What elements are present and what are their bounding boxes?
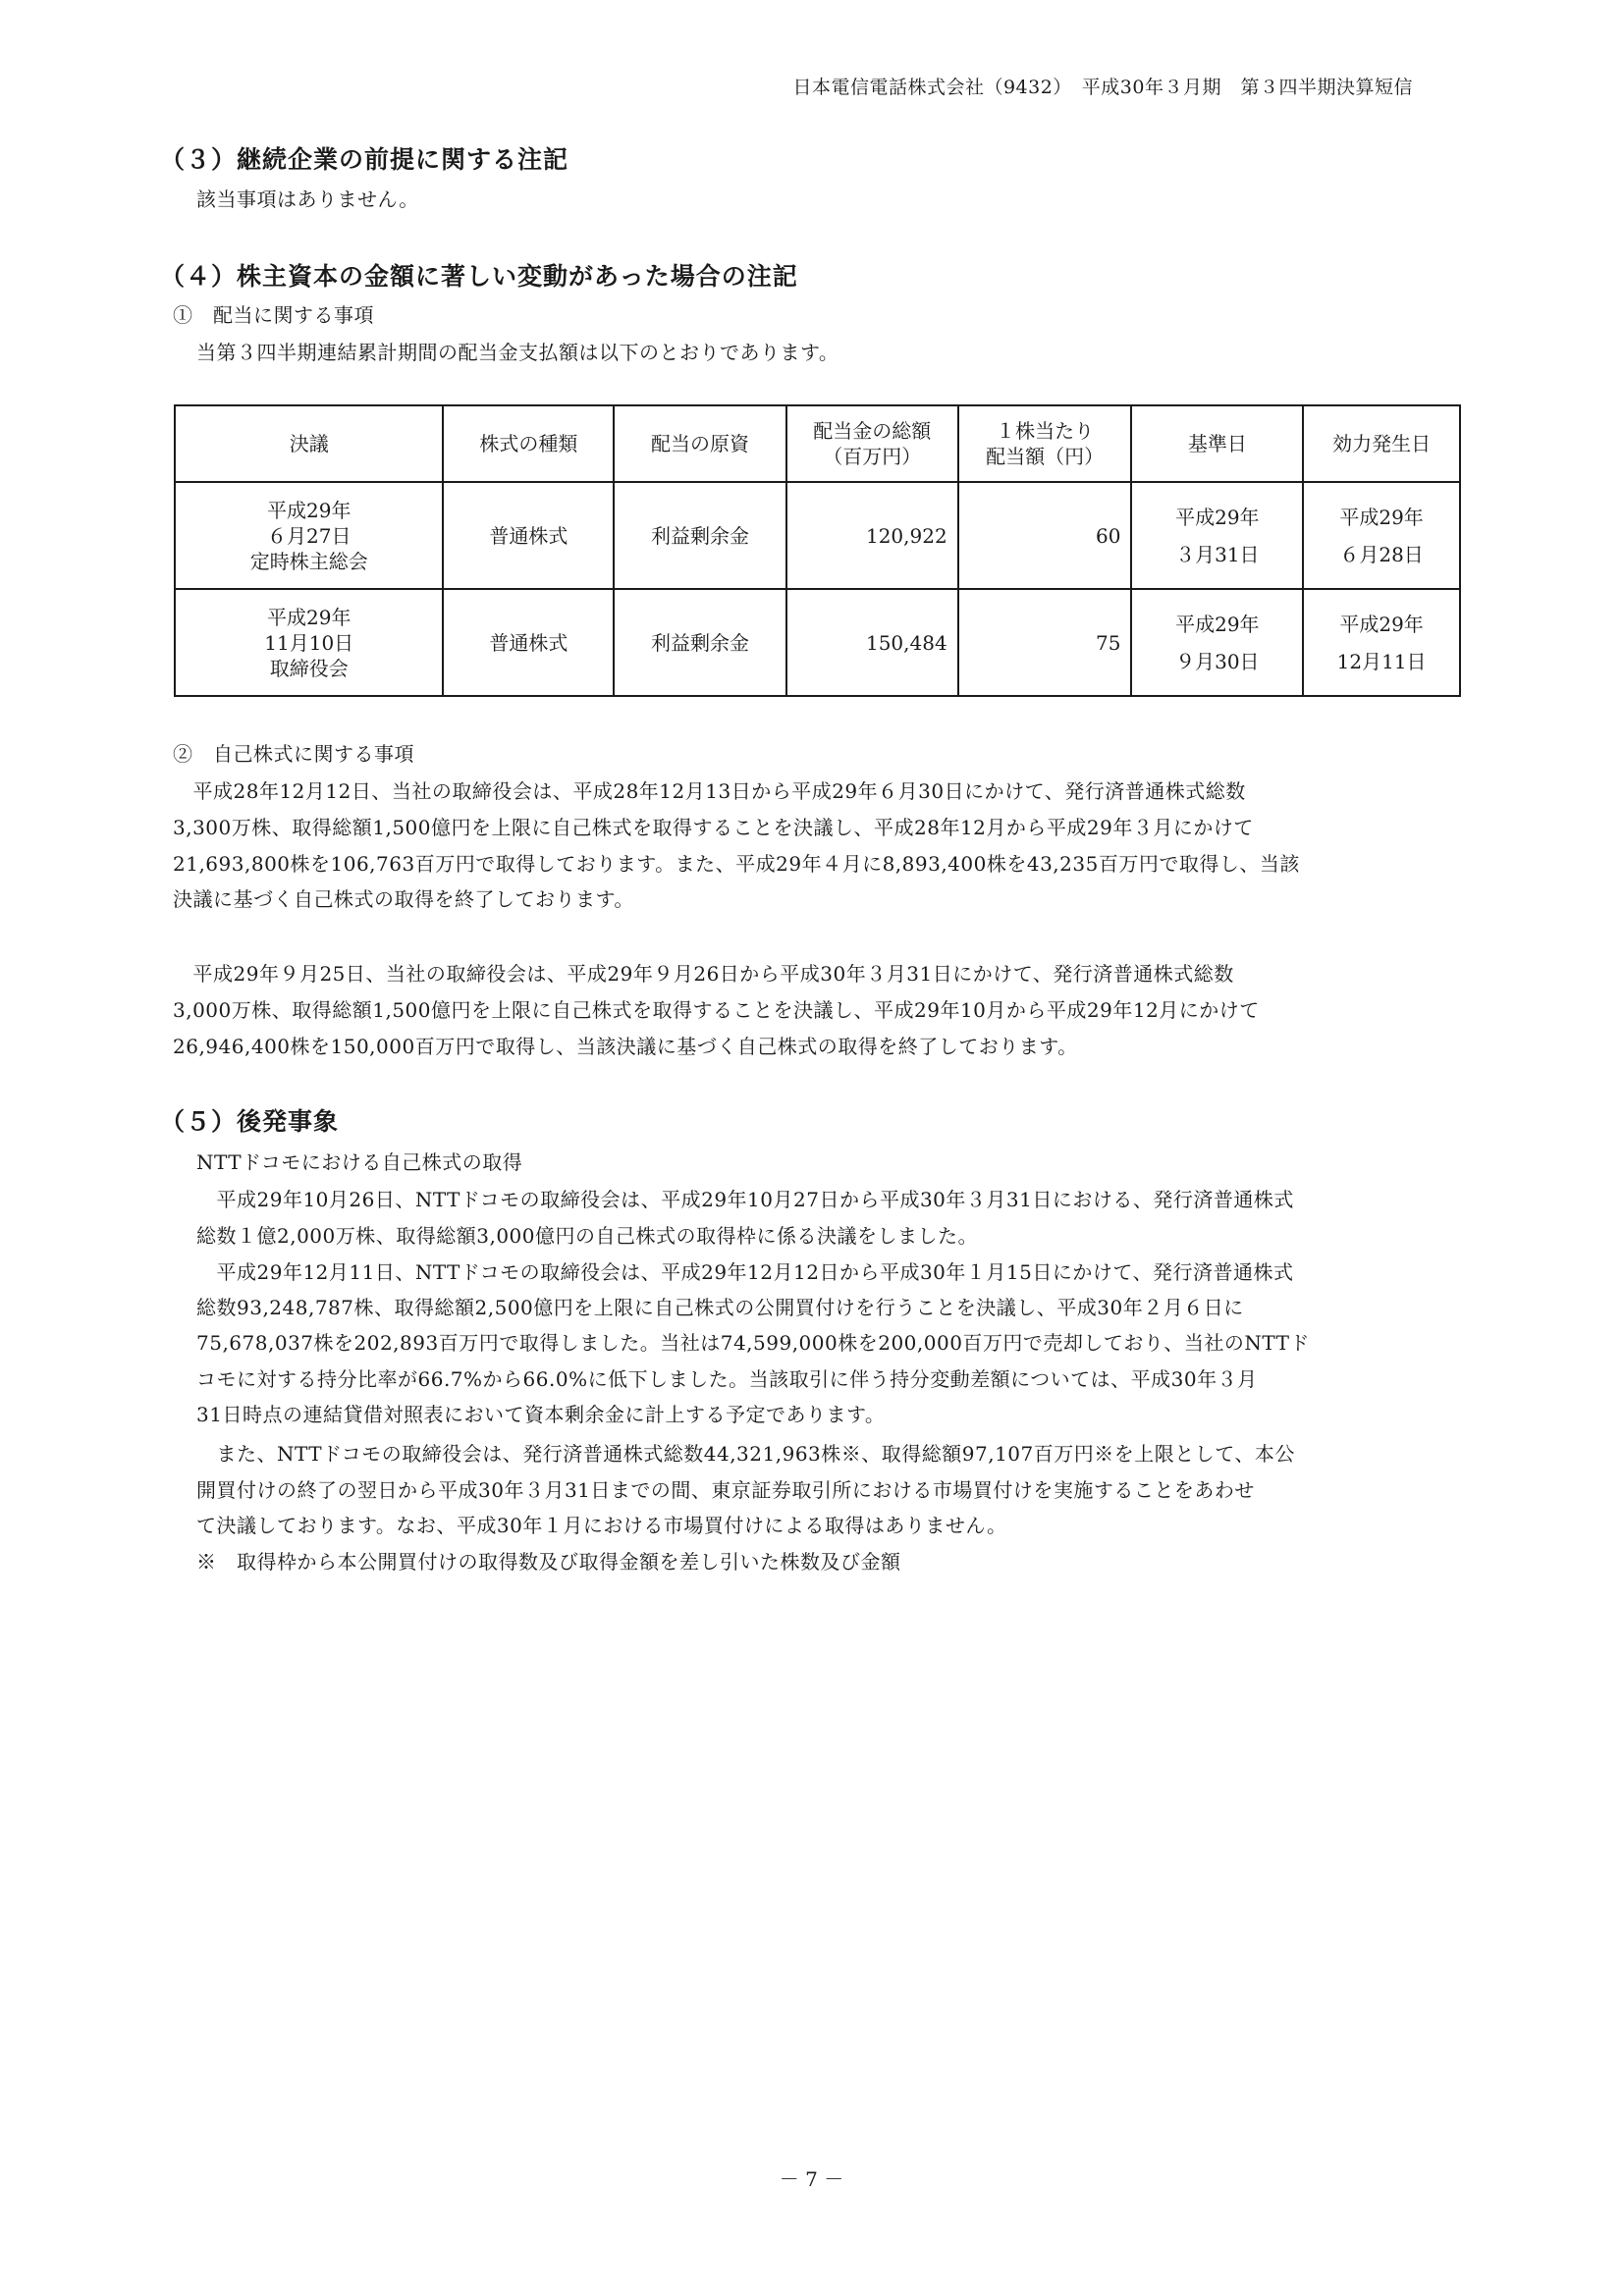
subsequent-p2-line: 平成29年12月11日、NTTドコモの取締役会は、平成29年12月12日から平成30年１月15日にかけて、発行済普通株式 (196, 1260, 1294, 1284)
section-5-heading: （５）後発事象 (160, 1107, 340, 1136)
subsection-dividends-title: ① 配当に関する事項 (173, 303, 374, 327)
cell-resolution: 平成29年 ６月27日 定時株主総会 (175, 482, 443, 589)
treasury-p2-line: 26,946,400株を150,000百万円で取得し、当該決議に基づく自己株式の取得を終了しております。 (173, 1035, 1078, 1058)
document-header: 日本電信電話株式会社（9432） 平成30年３月期 第３四半期決算短信 (792, 77, 1413, 98)
subsequent-p3-line: また、NTTドコモの取締役会は、発行済普通株式総数44,321,963株※、取得総額97,107百万円※を上限として、本公 (196, 1442, 1295, 1466)
subsequent-p2-line: 総数93,248,787株、取得総額2,500億円を上限に自己株式の公開買付けを行うことを決議し、平成30年２月６日に (196, 1296, 1244, 1319)
dividends-intro: 当第３四半期連結累計期間の配当金支払額は以下のとおりであります。 (196, 341, 839, 364)
cell-effective-date: 平成29年 12月11日 (1303, 589, 1460, 696)
cell-source: 利益剰余金 (614, 589, 786, 696)
section-3-body: 該当事項はありません。 (196, 187, 419, 211)
subsequent-event-subtitle: NTTドコモにおける自己株式の取得 (196, 1150, 523, 1174)
col-header-share-type: 株式の種類 (443, 405, 614, 482)
cell-resolution: 平成29年 11月10日 取締役会 (175, 589, 443, 696)
col-header-source: 配当の原資 (614, 405, 786, 482)
cell-effective-date: 平成29年 ６月28日 (1303, 482, 1460, 589)
table-row (175, 482, 1460, 589)
cell-source: 利益剰余金 (614, 482, 786, 589)
col-header-per-share: １株当たり 配当額（円） (958, 405, 1132, 482)
treasury-p2-line: 平成29年９月25日、当社の取締役会は、平成29年９月26日から平成30年３月31日にかけて、発行済普通株式総数 (173, 962, 1234, 986)
section-4-heading: （４）株主資本の金額に著しい変動があった場合の注記 (160, 262, 798, 291)
treasury-p2-line: 3,000万株、取得総額1,500億円を上限に自己株式を取得することを決議し、平成29年10月から平成29年12月にかけて (173, 998, 1260, 1022)
section-3-heading: （３）継続企業の前提に関する注記 (160, 145, 569, 174)
treasury-p1-line: 平成28年12月12日、当社の取締役会は、平成28年12月13日から平成29年６月30日にかけて、発行済普通株式総数 (173, 779, 1246, 803)
subsequent-p1-line: 総数１億2,000万株、取得総額3,000億円の自己株式の取得枠に係る決議をしました。 (196, 1224, 979, 1248)
subsequent-p3-line: て決議しております。なお、平成30年１月における市場買付けによる取得はありません。 (196, 1514, 1007, 1537)
subsequent-p2-line: 75,678,037株を202,893百万円で取得しました。当社は74,599,000株を200,000百万円で売却しており、当社のNTTド (196, 1331, 1310, 1355)
dividends-table (174, 404, 1461, 697)
cell-total-amount: 150,484 (786, 589, 958, 696)
table-row (175, 589, 1460, 696)
treasury-p1-line: 3,300万株、取得総額1,500億円を上限に自己株式を取得することを決議し、平成28年12月から平成29年３月にかけて (173, 816, 1254, 839)
cell-per-share: 75 (958, 589, 1132, 696)
col-header-resolution: 決議 (175, 405, 443, 482)
subsection-treasury-title: ② 自己株式に関する事項 (173, 742, 414, 766)
treasury-p1-line: 21,693,800株を106,763百万円で取得しております。また、平成29年４月に8,893,400株を43,235百万円で取得し、当該 (173, 852, 1300, 876)
subsequent-p1-line: 平成29年10月26日、NTTドコモの取締役会は、平成29年10月27日から平成30年３月31日における、発行済普通株式 (196, 1188, 1294, 1211)
cell-record-date: 平成29年 ３月31日 (1131, 482, 1303, 589)
footnote: ※ 取得枠から本公開買付けの取得数及び取得金額を差し引いた株数及び金額 (196, 1550, 901, 1574)
cell-per-share: 60 (958, 482, 1132, 589)
subsequent-p2-line: コモに対する持分比率が66.7%から66.0%に低下しました。当該取引に伴う持分変動差額については、平成30年３月 (196, 1367, 1258, 1391)
cell-share-type: 普通株式 (443, 589, 614, 696)
treasury-p1-line: 決議に基づく自己株式の取得を終了しております。 (173, 887, 634, 911)
cell-share-type: 普通株式 (443, 482, 614, 589)
col-header-record-date: 基準日 (1131, 405, 1303, 482)
cell-record-date: 平成29年 ９月30日 (1131, 589, 1303, 696)
col-header-effective-date: 効力発生日 (1303, 405, 1460, 482)
page-number: － 7 － (779, 2167, 844, 2191)
subsequent-p3-line: 開買付けの終了の翌日から平成30年３月31日までの間、東京証券取引所における市場買付けを実施することをあわせ (196, 1478, 1255, 1502)
cell-total-amount: 120,922 (786, 482, 958, 589)
col-header-total-amount: 配当金の総額 （百万円） (786, 405, 958, 482)
subsequent-p2-line: 31日時点の連結貸借対照表において資本剰余金に計上する予定であります。 (196, 1403, 886, 1426)
table-header-row (175, 405, 1460, 482)
